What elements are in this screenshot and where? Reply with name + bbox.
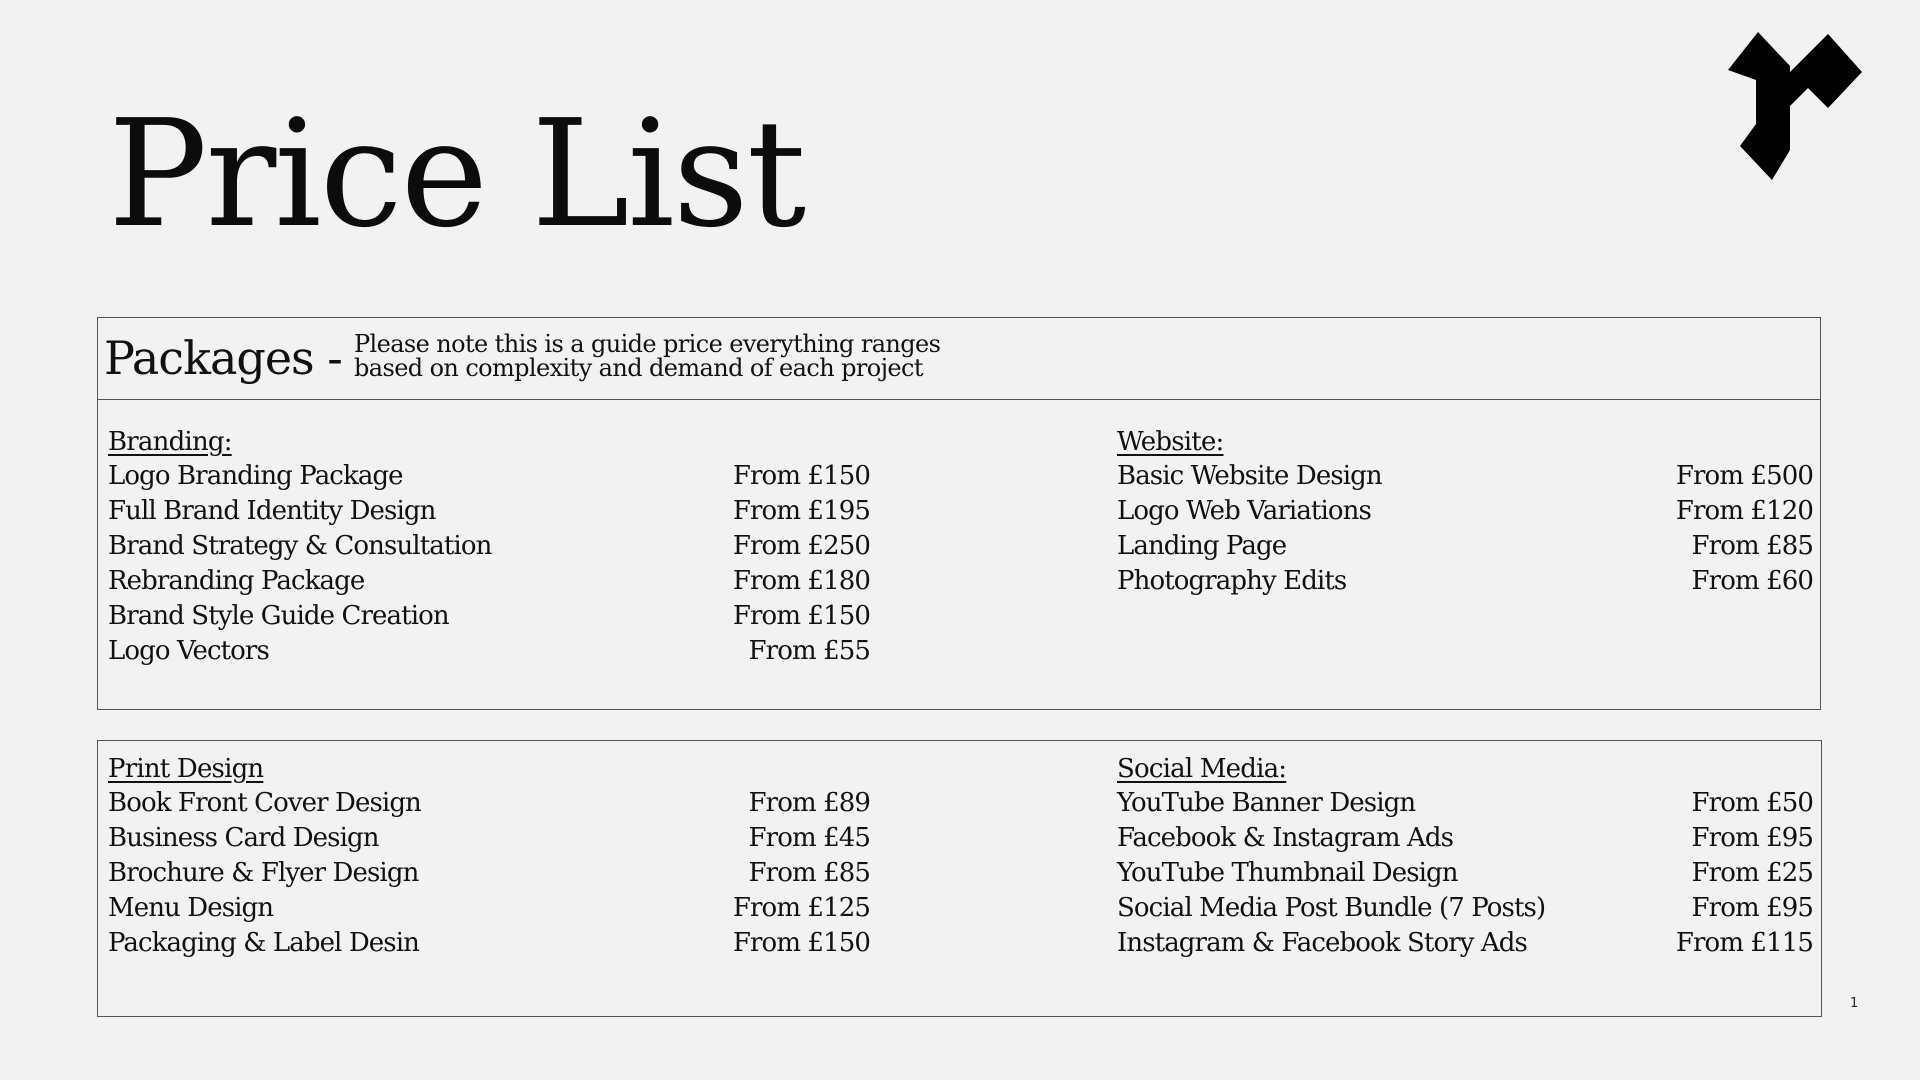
- page-title: Price List: [108, 88, 805, 260]
- service-price: From £25: [1691, 858, 1813, 888]
- price-row: [108, 891, 870, 926]
- service-name: Landing Page: [1117, 531, 1287, 561]
- service-name: Instagram & Facebook Story Ads: [1117, 928, 1527, 958]
- price-row: [1117, 494, 1813, 529]
- branding-section: [108, 425, 870, 669]
- branding-heading: Branding:: [108, 427, 232, 457]
- service-price: From £150: [732, 461, 870, 491]
- website-section: [1117, 425, 1813, 599]
- price-row: [108, 926, 870, 961]
- price-row: [108, 494, 870, 529]
- service-name: Basic Website Design: [1117, 461, 1382, 491]
- service-name: Full Brand Identity Design: [108, 496, 436, 526]
- print-design-heading: Print Design: [108, 754, 264, 784]
- price-row: [1117, 564, 1813, 599]
- social-media-section: [1117, 752, 1813, 961]
- price-row: [1117, 821, 1813, 856]
- service-price: From £120: [1675, 496, 1813, 526]
- service-price: From £180: [732, 566, 870, 596]
- social-media-heading: Social Media:: [1117, 754, 1287, 784]
- service-name: Book Front Cover Design: [108, 788, 421, 818]
- packages-note-line-1: Please note this is a guide price everything ranges: [354, 330, 941, 358]
- service-price: From £150: [732, 928, 870, 958]
- service-name: Logo Branding Package: [108, 461, 403, 491]
- service-price: From £500: [1675, 461, 1813, 491]
- service-price: From £50: [1691, 788, 1813, 818]
- print-design-section: [108, 752, 870, 961]
- service-price: From £250: [732, 531, 870, 561]
- price-row: [108, 564, 870, 599]
- price-row: [1117, 856, 1813, 891]
- service-name: Logo Vectors: [108, 636, 269, 666]
- service-name: Packaging & Label Desin: [108, 928, 419, 958]
- service-name: Logo Web Variations: [1117, 496, 1371, 526]
- price-row: [108, 599, 870, 634]
- print-social-box: [97, 740, 1822, 1017]
- price-row: [108, 856, 870, 891]
- service-price: From £85: [1691, 531, 1813, 561]
- packages-heading: Packages -: [104, 331, 342, 385]
- service-name: YouTube Thumbnail Design: [1117, 858, 1458, 888]
- service-price: From £195: [732, 496, 870, 526]
- price-row: [108, 529, 870, 564]
- service-name: Brochure & Flyer Design: [108, 858, 419, 888]
- price-row: [1117, 786, 1813, 821]
- service-name: Brand Strategy & Consultation: [108, 531, 492, 561]
- service-price: From £89: [748, 788, 870, 818]
- price-row: [1117, 926, 1813, 961]
- service-price: From £125: [732, 893, 870, 923]
- service-price: From £115: [1675, 928, 1813, 958]
- service-name: Facebook & Instagram Ads: [1117, 823, 1454, 853]
- blackletter-r-logo-icon: [1728, 32, 1862, 182]
- service-name: Brand Style Guide Creation: [108, 601, 449, 631]
- service-name: Social Media Post Bundle (7 Posts): [1117, 893, 1546, 923]
- service-name: Rebranding Package: [108, 566, 365, 596]
- price-row: [108, 634, 870, 669]
- packages-note: [354, 332, 940, 380]
- price-row: [1117, 529, 1813, 564]
- service-name: Photography Edits: [1117, 566, 1347, 596]
- service-price: From £45: [748, 823, 870, 853]
- price-row: [1117, 459, 1813, 494]
- service-name: Menu Design: [108, 893, 274, 923]
- price-row: [108, 821, 870, 856]
- website-heading: Website:: [1117, 427, 1224, 457]
- packages-note-line-2: based on complexity and demand of each project: [354, 354, 923, 382]
- service-price: From £55: [748, 636, 870, 666]
- service-price: From £60: [1691, 566, 1813, 596]
- service-name: YouTube Banner Design: [1117, 788, 1416, 818]
- page-number: 1: [1850, 996, 1859, 1011]
- service-price: From £95: [1691, 823, 1813, 853]
- price-row: [108, 459, 870, 494]
- service-price: From £95: [1691, 893, 1813, 923]
- service-name: Business Card Design: [108, 823, 379, 853]
- packages-box: [97, 317, 1821, 710]
- price-row: [1117, 891, 1813, 926]
- price-row: [108, 786, 870, 821]
- service-price: From £150: [732, 601, 870, 631]
- service-price: From £85: [748, 858, 870, 888]
- packages-header: [98, 318, 1820, 400]
